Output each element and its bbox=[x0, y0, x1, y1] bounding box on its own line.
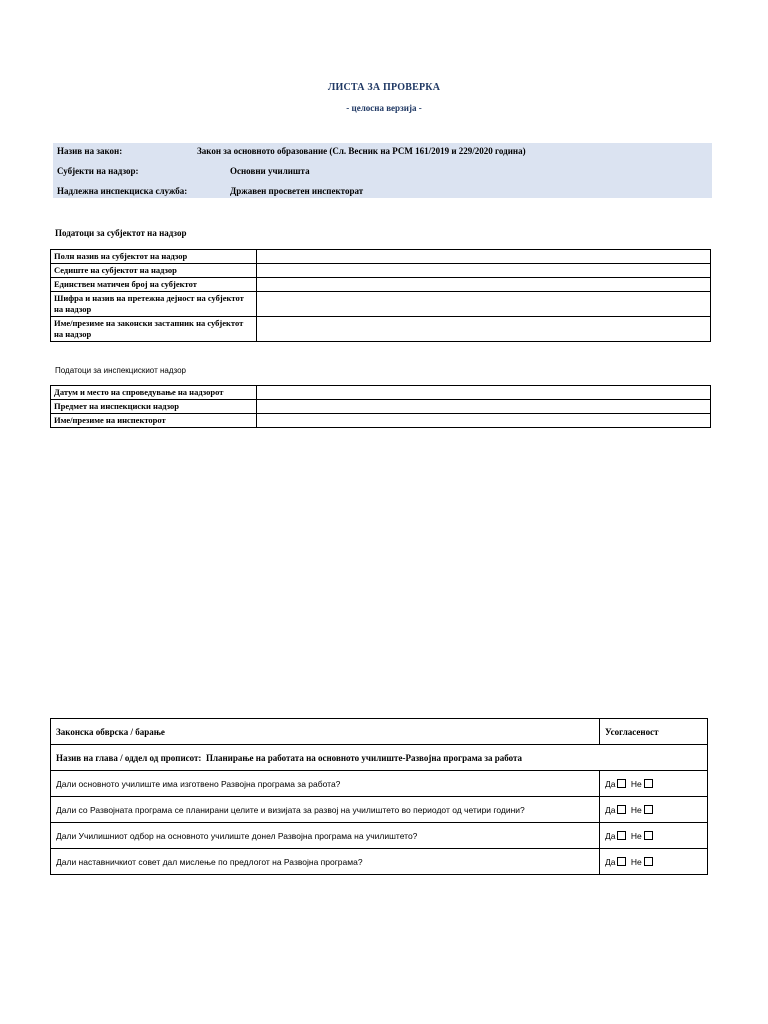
table-row bbox=[51, 292, 711, 317]
field-value[interactable] bbox=[257, 250, 711, 264]
field-value[interactable] bbox=[257, 317, 711, 342]
inspection-data-table bbox=[50, 385, 711, 428]
law-name-value: Закон за основното образование (Сл. Весник на РСМ 161/2019 и 229/2020 година) bbox=[197, 146, 526, 156]
table-row bbox=[51, 400, 711, 414]
answer-cell bbox=[600, 797, 708, 823]
inspection-service-value: Државен просветен инспекторат bbox=[230, 186, 364, 196]
field-value[interactable] bbox=[257, 400, 711, 414]
inspection-service-row bbox=[57, 184, 707, 198]
no-label: Не bbox=[630, 856, 642, 867]
yes-checkbox[interactable] bbox=[617, 779, 626, 788]
yes-label: Да bbox=[605, 856, 616, 867]
checklist-header-row bbox=[51, 719, 708, 745]
field-label: Седиште на субјектот на надзор bbox=[51, 264, 257, 278]
yes-label: Да bbox=[605, 778, 616, 789]
field-value[interactable] bbox=[257, 278, 711, 292]
question-text: Дали со Развојната програма се планирани целите и визијата за развој на училиштето во периодот од четири години? bbox=[51, 797, 600, 823]
table-row bbox=[51, 414, 711, 428]
requirement-column-header: Законска обврска / барање bbox=[51, 719, 600, 745]
answer-cell bbox=[600, 849, 708, 875]
table-row bbox=[51, 797, 708, 823]
table-row bbox=[51, 317, 711, 342]
no-checkbox[interactable] bbox=[644, 831, 653, 840]
field-label: Име/презиме на законски застапник на субјектот на надзор bbox=[51, 317, 257, 342]
chapter-title: Планирање на работата на основното училиште-Развојна програма за работа bbox=[205, 752, 523, 763]
field-label: Датум и место на спроведување на надзорот bbox=[51, 386, 257, 400]
answer-cell bbox=[600, 823, 708, 849]
field-label: Полн назив на субјектот на надзор bbox=[51, 250, 257, 264]
field-label: Име/презиме на инспекторот bbox=[51, 414, 257, 428]
field-value[interactable] bbox=[257, 414, 711, 428]
subject-data-table bbox=[50, 249, 711, 342]
no-checkbox[interactable] bbox=[644, 857, 653, 866]
no-checkbox[interactable] bbox=[644, 805, 653, 814]
law-name-row bbox=[57, 144, 707, 158]
table-row bbox=[51, 386, 711, 400]
subjects-label: Субјекти на надзор: bbox=[57, 166, 139, 176]
answer-cell bbox=[600, 771, 708, 797]
no-label: Не bbox=[630, 804, 642, 815]
no-label: Не bbox=[630, 830, 642, 841]
chapter-row bbox=[51, 745, 708, 771]
field-label: Шифра и назив на претежна дејност на субјектот на надзор bbox=[51, 292, 257, 317]
yes-checkbox[interactable] bbox=[617, 831, 626, 840]
chapter-cell bbox=[51, 745, 708, 771]
compliance-column-header: Усогласеност bbox=[600, 719, 708, 745]
checklist-table bbox=[50, 718, 708, 875]
law-info-box bbox=[53, 143, 712, 198]
yes-checkbox[interactable] bbox=[617, 857, 626, 866]
yes-label: Да bbox=[605, 804, 616, 815]
field-value[interactable] bbox=[257, 386, 711, 400]
chapter-label: Назив на глава / оддел од прописот: bbox=[56, 752, 202, 763]
table-row bbox=[51, 250, 711, 264]
field-label: Единствен матичен број на субјектот bbox=[51, 278, 257, 292]
field-value[interactable] bbox=[257, 292, 711, 317]
subject-section-heading: Податоци за субјектот на надзор bbox=[55, 228, 187, 238]
subjects-row bbox=[57, 164, 707, 178]
question-text: Дали наставничкиот совет дал мислење по предлогот на Развојна програма? bbox=[51, 849, 600, 875]
law-name-label: Назив на закон: bbox=[57, 146, 123, 156]
field-label: Предмет на инспекциски надзор bbox=[51, 400, 257, 414]
table-row bbox=[51, 823, 708, 849]
yes-label: Да bbox=[605, 830, 616, 841]
table-row bbox=[51, 771, 708, 797]
inspection-section-heading: Податоци за инспекцискиот надзор bbox=[55, 366, 186, 375]
inspection-service-label: Надлежна инспекциска служба: bbox=[57, 186, 188, 196]
table-row bbox=[51, 278, 711, 292]
no-label: Не bbox=[630, 778, 642, 789]
question-text: Дали основното училиште има изготвено Развојна програма за работа? bbox=[51, 771, 600, 797]
page-title: ЛИСТА ЗА ПРОВЕРКА bbox=[327, 82, 441, 93]
page-subtitle: - целосна верзија - bbox=[346, 103, 422, 113]
field-value[interactable] bbox=[257, 264, 711, 278]
no-checkbox[interactable] bbox=[644, 779, 653, 788]
yes-checkbox[interactable] bbox=[617, 805, 626, 814]
question-text: Дали Училишниот одбор на основното училиште донел Развојна програма на училиштето? bbox=[51, 823, 600, 849]
subjects-value: Основни училишта bbox=[230, 166, 310, 176]
table-row bbox=[51, 849, 708, 875]
table-row bbox=[51, 264, 711, 278]
